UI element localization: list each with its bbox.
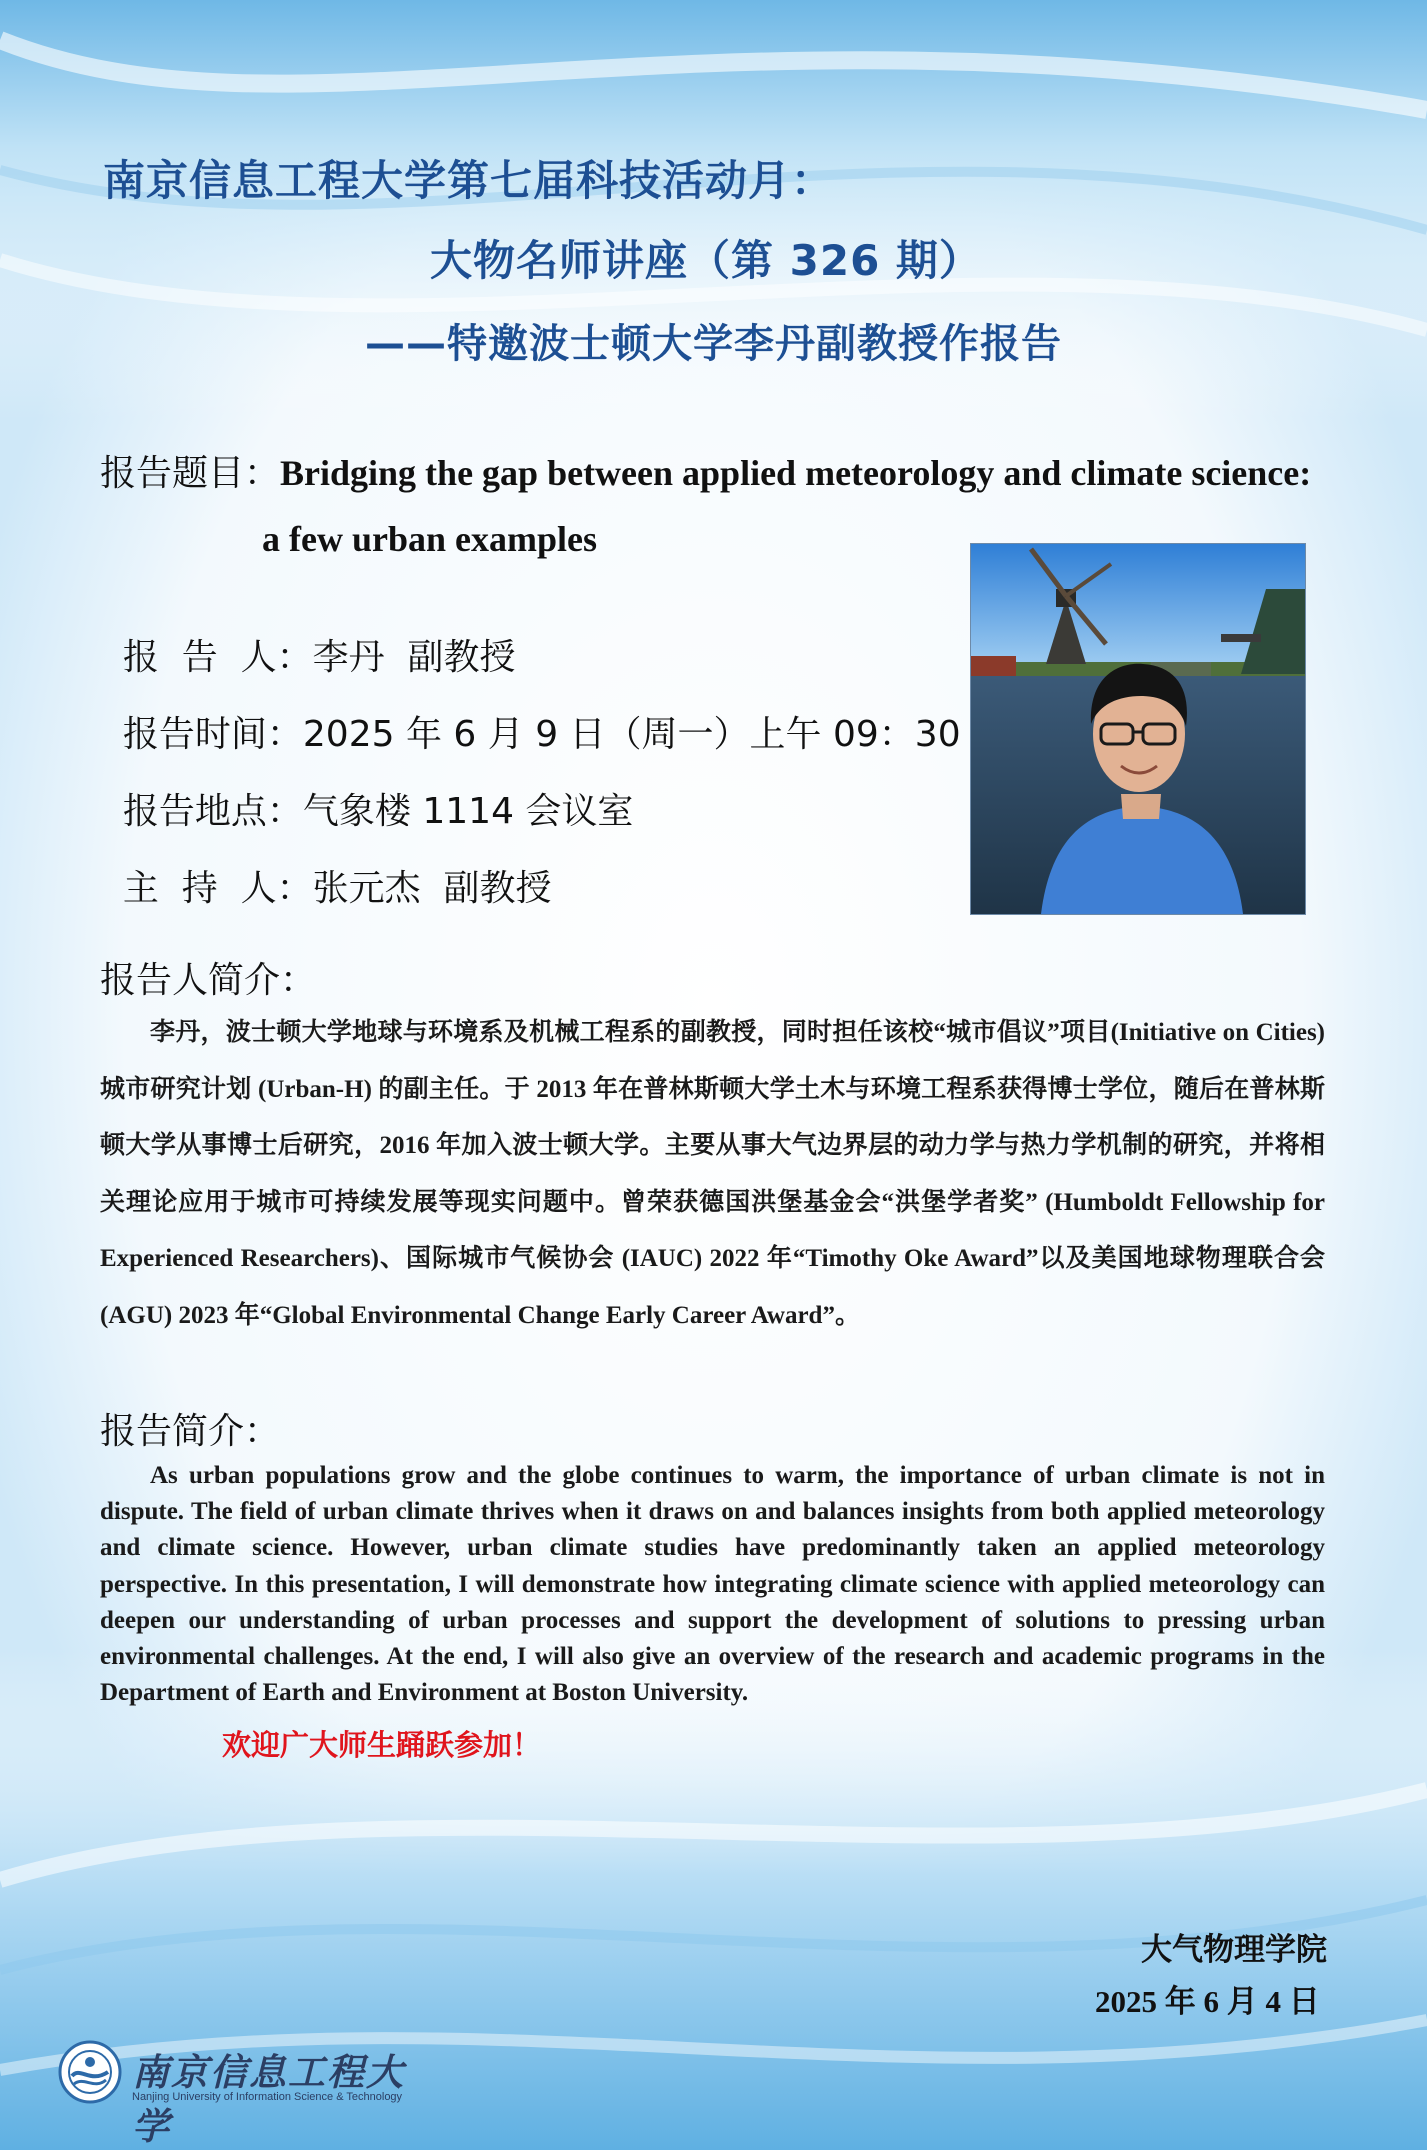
university-name-en: Nanjing University of Information Science & Technology bbox=[132, 2091, 403, 2103]
abstract-text: As urban populations grow and the globe continues to warm, the importance of urban climate is not in dispute. The field of urban climate thrives when it draws on and balances insights from both applied meteorology and climate science. However, urban climate studies have predominantly taken an applied meteorology perspective. In this presentation, I will demonstrate how integrating climate science with applied meteorology can deepen our understanding of urban processes and support the development of solutions to pressing urban environmental challenges. At the end, I will also give an overview of the research and academic programs in the Department of Earth and Environment at Boston University. bbox=[100, 1462, 1325, 1707]
place-label: 报告地点： bbox=[122, 791, 303, 832]
report-title-line2 bbox=[262, 518, 597, 560]
welcome-message: 欢迎广大师生踊跃参加！ bbox=[222, 1728, 542, 1762]
bio-heading: 报告人简介： bbox=[100, 960, 317, 1001]
abstract-heading: 报告简介： bbox=[100, 1411, 281, 1452]
announcement-date: 2025 年 6 月 4 日 bbox=[1095, 1984, 1320, 2019]
lecture-series-title: 大物名师讲座（第 326 期） bbox=[430, 236, 982, 285]
host-row bbox=[100, 819, 552, 911]
organizer-name: 大气物理学院 bbox=[1141, 1932, 1327, 1967]
speaker-value: 李丹 副教授 bbox=[312, 637, 516, 678]
report-title-line1: Bridging the gap between applied meteorology and climate science: bbox=[280, 453, 1312, 493]
university-logo bbox=[58, 2040, 428, 2148]
event-title: 南京信息工程大学第七届科技活动月： bbox=[103, 156, 835, 205]
university-name-cn: 南京信息工程大学 bbox=[132, 2050, 405, 2148]
time-label: 报告时间： bbox=[122, 714, 303, 755]
invited-speaker-subtitle: ——特邀波士顿大学李丹副教授作报告 bbox=[365, 321, 1062, 367]
report-title-line2-text: a few urban examples bbox=[262, 519, 597, 559]
host-label: 主 持 人： bbox=[122, 868, 313, 909]
university-emblem-icon bbox=[58, 2040, 122, 2104]
speaker-photo bbox=[970, 543, 1306, 915]
speaker-label: 报 告 人： bbox=[122, 637, 313, 678]
host-value: 张元杰 副教授 bbox=[312, 868, 552, 909]
report-title-row bbox=[100, 445, 1311, 496]
speaker-photo-image bbox=[971, 544, 1305, 914]
report-title-label: 报告题目： bbox=[100, 453, 281, 494]
time-value: 2025 年 6 月 9 日（周一）上午 09：30 bbox=[302, 714, 961, 755]
place-value: 气象楼 1114 会议室 bbox=[302, 791, 634, 832]
bio-text: 李丹，波士顿大学地球与环境系及机械工程系的副教授，同时担任该校“城市倡议”项目(Initiative on Cities) 城市研究计划 (Urban-H) 的副主任。于 2013 年在普林斯顿大学土木与环境工程系获得博士学位，随后在普林斯顿大学从事博士后研究，2016 年加入波士顿大学。主要从事大气边界层的动力学与热力学机制的研究，并将相关理论应用于城市可持续发展等现实问题中。曾荣获德国洪堡基金会“洪堡学者奖” (Humboldt Fellowship for Experienced Researchers)、国际城市气候协会 (IAUC) 2022 年“Timothy Oke Award”以及美国地球物理联合会 (AGU) 2023 年“Global Environmental Change Early Career Award”。 bbox=[100, 1019, 1325, 1329]
